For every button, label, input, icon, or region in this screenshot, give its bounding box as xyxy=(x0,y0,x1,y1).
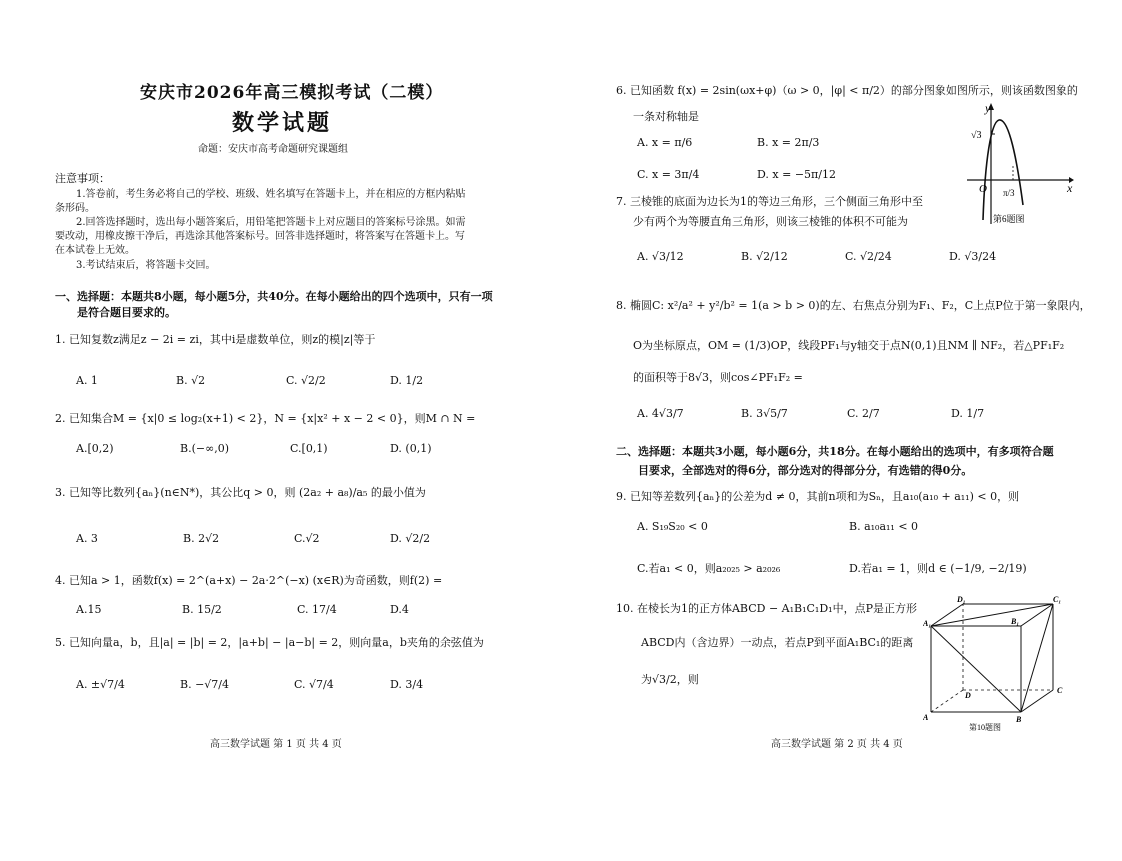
question-2: 2. 已知集合M = {x|0 ≤ log₂(x+1) < 2}，N = {x|x² + x − 2 < 0}，则M ∩ N = xyxy=(55,412,476,425)
fig6-origin-label: O xyxy=(979,183,987,195)
q8-option-b: B. 3√5/7 xyxy=(741,407,788,420)
notice-2b: 要改动，用橡皮擦干净后，再选涂其他答案标号。回答非选择题时，将答案写在答题卡上。写 xyxy=(55,231,465,242)
q3-option-c: C.√2 xyxy=(294,532,320,545)
fig6-pi3-label: π/3 xyxy=(1003,188,1015,198)
notice-3: 3.考试结束后，将答题卡交回。 xyxy=(76,260,216,271)
fig10-caption: 第10题图 xyxy=(969,723,1001,732)
section-2-heading-cont: 目要求，全部选对的得6分，部分选对的得部分分，有选错的得0分。 xyxy=(638,464,973,477)
question-5: 5. 已知向量a，b，且|a| = |b| = 2，|a+b| − |a−b| = 2，则向量a，b夹角的余弦值为 xyxy=(55,636,484,649)
q2-option-b: B.(−∞,0) xyxy=(180,442,230,455)
question-10: 10. 在棱长为1的正方体ABCD − A₁B₁C₁D₁中，点P是正方形 xyxy=(616,602,917,615)
q7-option-b: B. √2/12 xyxy=(741,250,788,263)
label-c: C xyxy=(1057,686,1063,695)
question-7-cont: 少有两个为等腰直角三角形，则该三棱锥的体积不可能为 xyxy=(633,215,908,228)
q5-option-b: B. −√7/4 xyxy=(180,678,230,691)
notice-2c: 在本试卷上无效。 xyxy=(55,245,135,256)
q4-option-d: D.4 xyxy=(390,603,409,616)
q2-option-a: A.[0,2) xyxy=(76,442,114,455)
cube-edge-bc xyxy=(1021,690,1053,712)
label-c1: C₁ xyxy=(1053,595,1062,604)
q6-option-a: A. x = π/6 xyxy=(637,136,693,149)
page-1-footer: 高三数学试题 第 1 页 共 4 页 xyxy=(210,739,342,750)
q8-option-c: C. 2/7 xyxy=(847,407,880,420)
q4-option-c: C. 17/4 xyxy=(297,603,337,616)
q1-option-b: B. √2 xyxy=(176,374,206,387)
plane-edge-a1c1 xyxy=(931,604,1053,626)
q1-option-c: C. √2/2 xyxy=(286,374,326,387)
section-2-heading: 二、选择题：本题共3小题，每小题6分，共18分。在每小题给出的选项中，有多项符合题 xyxy=(616,445,1054,458)
q7-option-a: A. √3/12 xyxy=(637,250,684,263)
question-10-cont-2: 为√3/2，则 xyxy=(641,673,699,686)
fig6-caption: 第6题图 xyxy=(993,214,1025,224)
q2-option-d: D. (0,1) xyxy=(390,442,432,455)
question-8-cont-2: 的面积等于8√3，则cos∠PF₁F₂ = xyxy=(633,371,803,384)
q2-option-c: C.[0,1) xyxy=(290,442,328,455)
q7-option-c: C. √2/24 xyxy=(845,250,892,263)
plane-edge-bc1 xyxy=(1021,604,1053,712)
notice-1b: 条形码。 xyxy=(55,203,95,214)
question-8: 8. 椭圆C: x²/a² + y²/b² = 1(a > b > 0)的左、右焦点分别为F₁、F₂，C上点P位于第一象限内， xyxy=(616,299,1091,312)
q5-option-d: D. 3/4 xyxy=(390,678,424,691)
q9-option-b: B. a₁₀a₁₁ < 0 xyxy=(849,520,919,533)
notice-2a: 2.回答选择题时，选出每小题答案后，用铅笔把答题卡上对应题目的答案标号涂黑。如需 xyxy=(76,217,466,228)
question-7: 7. 三棱锥的底面为边长为1的等边三角形，三个侧面三角形中至 xyxy=(616,195,923,208)
figure-6-graph xyxy=(963,100,1075,228)
page-2-footer: 高三数学试题 第 2 页 共 4 页 xyxy=(771,739,903,750)
q8-option-a: A. 4√3/7 xyxy=(637,407,684,420)
question-10-cont: ABCD内（含边界）一动点，若点P到平面A₁BC₁的距离 xyxy=(641,636,914,649)
question-9: 9. 已知等差数列{aₙ}的公差为d ≠ 0，其前n项和为Sₙ，且a₁₀(a₁₀ + a₁₁) < 0，则 xyxy=(616,490,1020,503)
fig6-root3-label: √3 xyxy=(971,130,982,141)
q9-option-d: D.若a₁ = 1，则d ∈ (−1/9, −2/19) xyxy=(849,562,1027,575)
q9-option-c: C.若a₁ < 0，则a₂₀₂₅ > a₂₀₂₆ xyxy=(637,562,781,575)
exam-title: 安庆市2026年高三模拟考试（二模） xyxy=(140,83,444,103)
q3-option-a: A. 3 xyxy=(76,532,98,545)
fig6-curve xyxy=(983,120,1023,220)
question-8-cont: O为坐标原点，OM = (1/3)OP，线段PF₁与y轴交于点N(0,1)且NM ∥ NF₂，若△PF₁F₂ xyxy=(633,339,1065,352)
q4-option-a: A.15 xyxy=(76,603,102,616)
q3-option-d: D. √2/2 xyxy=(390,532,431,545)
q1-option-a: A. 1 xyxy=(76,374,98,387)
question-6: 6. 已知函数 f(x) = 2sin(ωx+φ)（ω > 0，|φ| < π/2）的部分图象如图所示，则该函数图象的 xyxy=(616,84,1078,97)
q1-option-d: D. 1/2 xyxy=(390,374,424,387)
subject-title: 数学试题 xyxy=(232,110,333,136)
q7-option-d: D. √3/24 xyxy=(949,250,997,263)
section-1-heading-cont: 是符合题目要求的。 xyxy=(77,306,176,319)
question-6-cont: 一条对称轴是 xyxy=(633,110,699,123)
q6-option-c: C. x = 3π/4 xyxy=(637,168,700,181)
notice-1a: 1.答卷前，考生务必将自己的学校、班级、姓名填写在答题卡上，并在相应的方框内粘贴 xyxy=(76,189,466,200)
plane-edge-a1b xyxy=(931,626,1021,712)
figure-10-cube xyxy=(923,594,1093,734)
label-b1: B₁ xyxy=(1011,617,1020,626)
section-1-heading: 一、选择题：本题共8小题，每小题5分，共40分。在每小题给出的四个选项中，只有一项 xyxy=(55,290,493,303)
q9-option-a: A. S₁₉S₂₀ < 0 xyxy=(637,520,708,533)
notice-heading: 注意事项： xyxy=(55,172,110,185)
fig6-x-label: x xyxy=(1067,181,1073,195)
label-d1: D₁ xyxy=(957,595,966,604)
label-a: A xyxy=(923,713,929,722)
question-3: 3. 已知等比数列{aₙ}(n∈N*)，其公比q > 0，则 (2a₂ + a₈)/a₅ 的最小值为 xyxy=(55,486,426,499)
question-4: 4. 已知a > 1，函数f(x) = 2^(a+x) − 2a·2^(−x) (x∈R)为奇函数，则f(2) = xyxy=(55,574,443,587)
q6-option-b: B. x = 2π/3 xyxy=(757,136,820,149)
label-b: B xyxy=(1016,715,1022,724)
q3-option-b: B. 2√2 xyxy=(183,532,220,545)
author-line: 命题：安庆市高考命题研究课题组 xyxy=(198,144,348,155)
q8-option-d: D. 1/7 xyxy=(951,407,985,420)
q5-option-a: A. ±√7/4 xyxy=(76,678,125,691)
cube-edge-ad xyxy=(931,690,963,712)
q6-option-d: D. x = −5π/12 xyxy=(757,168,836,181)
label-d: D xyxy=(965,691,971,700)
q5-option-c: C. √7/4 xyxy=(294,678,334,691)
fig6-y-label: y xyxy=(985,101,991,115)
question-1: 1. 已知复数z满足z − 2i = zi，其中i是虚数单位，则z的模|z|等于 xyxy=(55,333,376,346)
q4-option-b: B. 15/2 xyxy=(182,603,222,616)
label-a1: A₁ xyxy=(923,619,932,628)
